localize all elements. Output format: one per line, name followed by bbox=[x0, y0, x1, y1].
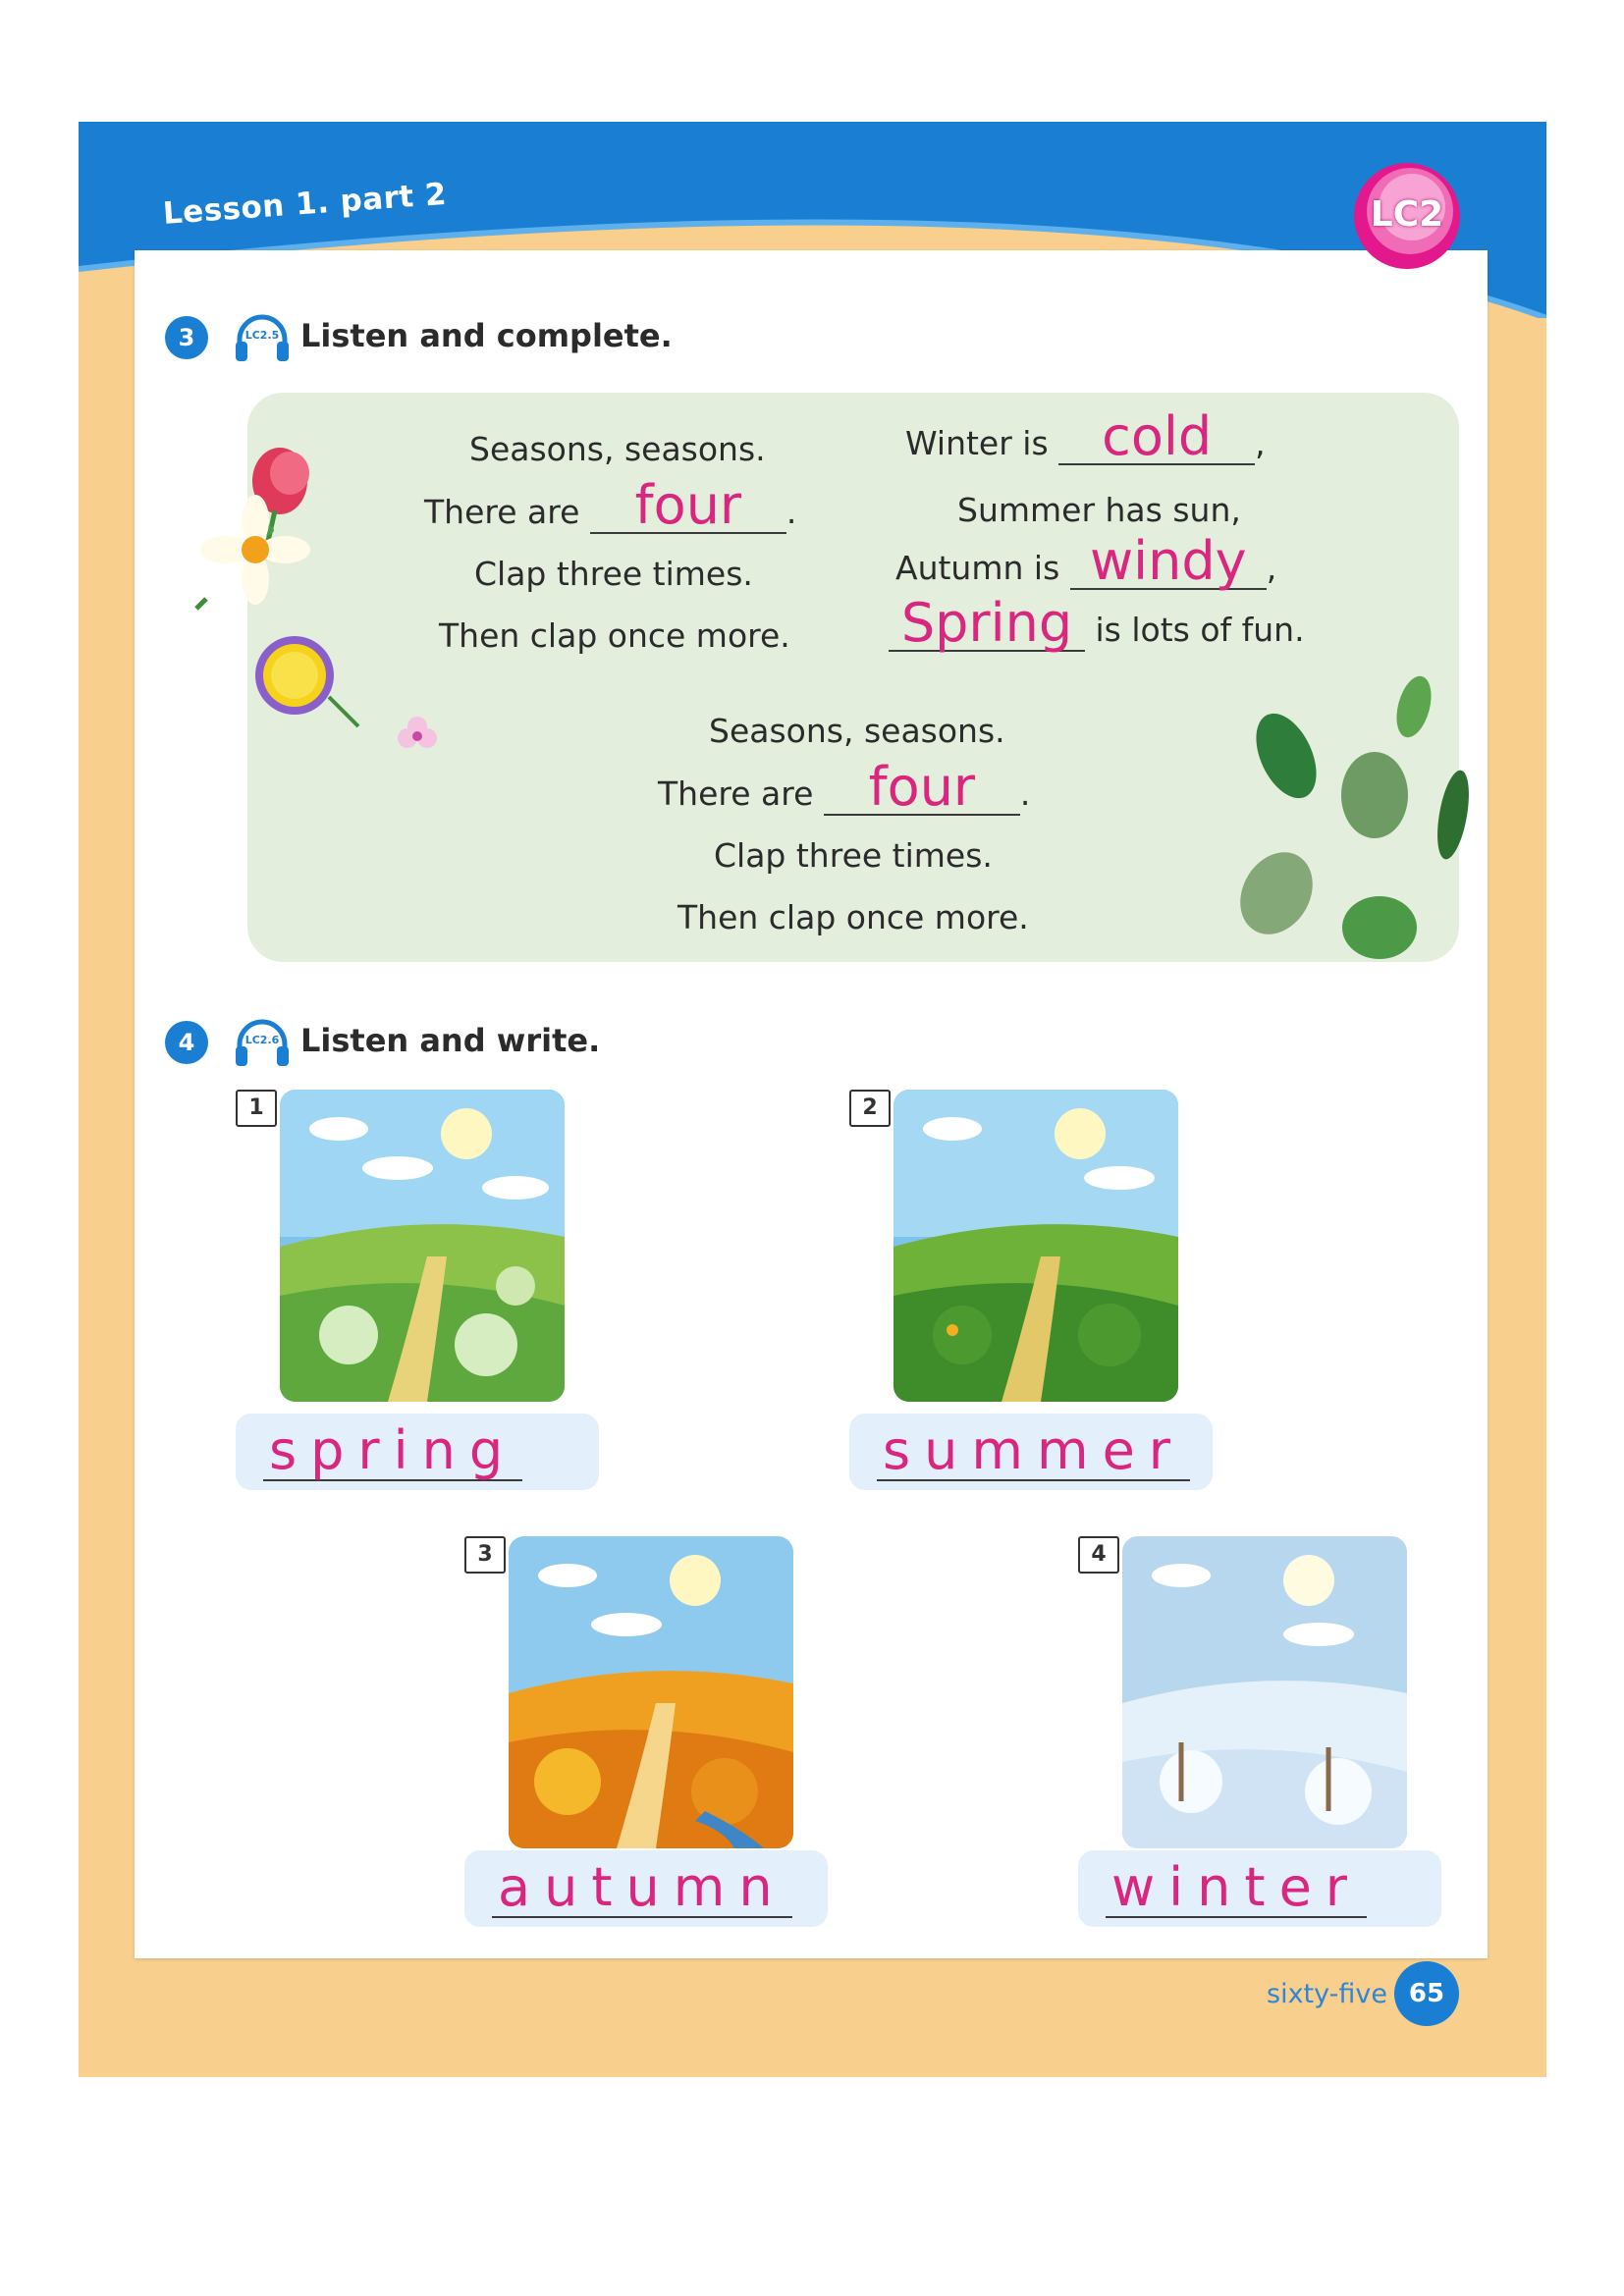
lesson-title: Lesson 1. part 2 bbox=[161, 176, 449, 232]
item-number: 1 bbox=[236, 1090, 277, 1127]
audio-track-label: LC2.6 bbox=[244, 1034, 280, 1046]
exercise-3-number: 3 bbox=[165, 316, 208, 359]
item-number: 4 bbox=[1078, 1536, 1119, 1574]
leaves-decoration-icon bbox=[1218, 667, 1473, 1001]
song-line: Autumn is windy , bbox=[895, 530, 1277, 592]
song-line: Spring is lots of fun. bbox=[889, 597, 1305, 652]
winter-landscape-picture bbox=[1122, 1536, 1407, 1848]
song-line: Summer has sun, bbox=[957, 491, 1241, 529]
item-number: 3 bbox=[464, 1536, 506, 1574]
page-number: 65 bbox=[1394, 1961, 1459, 2026]
summer-landscape-picture bbox=[893, 1090, 1178, 1402]
audio-track-label: LC2.5 bbox=[244, 329, 280, 342]
spring-landscape-picture bbox=[280, 1090, 565, 1402]
answer-word: winter bbox=[1106, 1860, 1367, 1918]
autumn-landscape-picture bbox=[509, 1536, 793, 1848]
song-line: Then clap once more. bbox=[677, 898, 1029, 936]
song-line: Clap three times. bbox=[714, 836, 993, 875]
song-line: Winter is cold , bbox=[905, 405, 1266, 467]
answer-word: spring bbox=[263, 1423, 522, 1481]
song-line: Seasons, seasons. bbox=[709, 712, 1005, 750]
answer-blank[interactable]: windy bbox=[1070, 535, 1267, 590]
exercise-3-instruction: Listen and complete. bbox=[300, 317, 673, 354]
headphones-icon[interactable] bbox=[234, 312, 291, 365]
song-line: There are four . bbox=[424, 474, 797, 536]
flower-decoration-icon bbox=[172, 412, 466, 805]
exercise-4-number: 4 bbox=[165, 1021, 208, 1064]
lc-badge-label: LC2 bbox=[1370, 194, 1444, 235]
song-line: Then clap once more. bbox=[439, 616, 790, 655]
answer-blank[interactable]: four bbox=[590, 479, 786, 534]
exercise-4-instruction: Listen and write. bbox=[300, 1022, 601, 1059]
answer-blank[interactable]: Spring bbox=[889, 597, 1085, 652]
answer-word: summer bbox=[877, 1423, 1190, 1481]
song-line: There are four . bbox=[658, 756, 1031, 818]
answer-blank[interactable]: four bbox=[824, 761, 1020, 816]
page-number-words: sixty-five bbox=[1267, 1979, 1387, 2009]
answer-blank[interactable]: cold bbox=[1058, 410, 1255, 465]
song-line: Clap three times. bbox=[474, 555, 753, 593]
headphones-icon[interactable] bbox=[234, 1017, 291, 1070]
answer-word: autumn bbox=[492, 1860, 792, 1918]
item-number: 2 bbox=[849, 1090, 891, 1127]
song-line: Seasons, seasons. bbox=[469, 430, 766, 468]
